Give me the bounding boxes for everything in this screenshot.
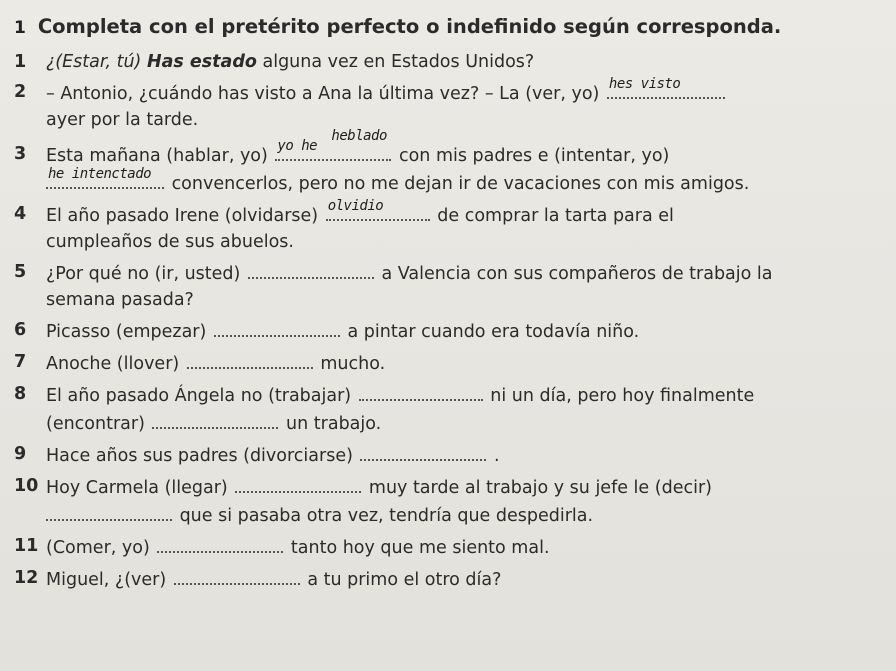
- item-text: ayer por la tarde.: [46, 110, 199, 130]
- answer-blank[interactable]: [607, 76, 725, 99]
- item-text: a Valencia con sus compañeros de trabajo la: [375, 264, 773, 284]
- item-number: 11: [14, 536, 39, 556]
- item-number: 5: [14, 262, 27, 282]
- item-prompt: Hace años sus padres (divorciarse): [46, 446, 359, 466]
- answer-blank[interactable]: [152, 409, 278, 429]
- item-text: alguna vez en Estados Unidos?: [256, 52, 535, 72]
- item-prompt: – Antonio, ¿cuándo has visto a Ana la última vez? – La (ver, yo): [46, 84, 605, 104]
- answer-blank[interactable]: [174, 565, 300, 585]
- item-text: a pintar cuando era todavía niño.: [341, 322, 640, 342]
- item-text: de comprar la tarta para el: [431, 206, 674, 226]
- answer-blank[interactable]: [248, 259, 374, 279]
- handwritten-answer: yo he: [277, 138, 318, 154]
- item-prompt: Picasso (empezar): [46, 322, 212, 342]
- item-number: 2: [14, 82, 27, 102]
- item-text: un trabajo.: [280, 414, 382, 434]
- item-prompt: ¿(Estar, tú): [46, 52, 147, 72]
- exercise-instruction: Completa con el pretérito perfecto o indefinido según corresponda.: [37, 15, 782, 38]
- answer-blank[interactable]: [235, 473, 361, 493]
- item-text: ni un día, pero hoy finalmente: [484, 386, 755, 406]
- handwritten-answer: he intenctado: [48, 166, 152, 182]
- exercise-item-2: [14, 76, 882, 133]
- example-answer: Has estado: [146, 52, 257, 72]
- item-prompt: El año pasado Irene (olvidarse): [46, 206, 324, 226]
- item-text: convencerlos, pero no me dejan ir de vacaciones con mis amigos.: [166, 174, 750, 194]
- item-text: semana pasada?: [46, 290, 194, 310]
- item-prompt: ¿Por qué no (ir, usted): [46, 264, 246, 284]
- item-number: 1: [14, 52, 27, 72]
- item-text: a tu primo el otro día?: [301, 570, 502, 590]
- item-text: mucho.: [314, 354, 386, 374]
- item-number: 4: [14, 204, 27, 224]
- answer-blank[interactable]: [360, 441, 486, 461]
- item-number: 6: [14, 320, 27, 340]
- item-prompt: Anoche (llover): [46, 354, 185, 374]
- item-prompt: (Comer, yo): [46, 538, 156, 558]
- item-prompt: El año pasado Ángela no (trabajar): [46, 386, 357, 406]
- handwritten-answer: olvidio: [327, 198, 384, 214]
- item-text: .: [488, 446, 500, 466]
- handwritten-answer: heblado: [331, 128, 387, 144]
- item-number: 3: [14, 144, 27, 164]
- answer-blank[interactable]: [187, 349, 313, 369]
- item-prompt: Hoy Carmela (llegar): [46, 478, 234, 498]
- exercise-item-3: [14, 128, 882, 197]
- item-number: 8: [14, 384, 27, 404]
- exercise-item-4: [14, 198, 882, 255]
- answer-blank[interactable]: [326, 198, 430, 221]
- exercise-item-10: [14, 473, 882, 529]
- item-text: cumpleaños de sus abuelos.: [46, 232, 294, 252]
- item-prompt: Esta mañana (hablar, yo): [46, 146, 274, 166]
- answer-blank[interactable]: [214, 317, 340, 337]
- item-text: que si pasaba otra vez, tendría que despedirla.: [174, 506, 594, 526]
- item-prompt: (encontrar): [46, 414, 151, 434]
- exercise-item-7: [14, 349, 882, 377]
- exercise-item-11: [14, 533, 882, 561]
- answer-blank[interactable]: [46, 501, 172, 521]
- exercise-item-1: [14, 49, 882, 75]
- answer-blank[interactable]: [275, 128, 391, 161]
- answer-blank[interactable]: [46, 166, 164, 189]
- item-prompt: Miguel, ¿(ver): [46, 570, 172, 590]
- answer-blank[interactable]: [157, 533, 283, 553]
- item-number: 10: [14, 476, 39, 496]
- exercise-title: [14, 14, 882, 41]
- item-number: 12: [14, 568, 39, 588]
- answer-blank[interactable]: [359, 381, 483, 401]
- exercise-item-6: [14, 317, 882, 345]
- exercise-item-12: [14, 565, 882, 593]
- exercise-number: 1: [14, 18, 26, 38]
- item-number: 7: [14, 352, 27, 372]
- item-number: 9: [14, 444, 27, 464]
- exercise-item-5: [14, 259, 882, 313]
- handwritten-answer: hes visto: [608, 76, 681, 92]
- item-text: tanto hoy que me siento mal.: [285, 538, 550, 558]
- exercise-item-8: [14, 381, 882, 437]
- item-text: con mis padres e (intentar, yo): [393, 146, 670, 166]
- item-text: muy tarde al trabajo y su jefe le (decir): [363, 478, 712, 498]
- exercise-item-9: [14, 441, 882, 469]
